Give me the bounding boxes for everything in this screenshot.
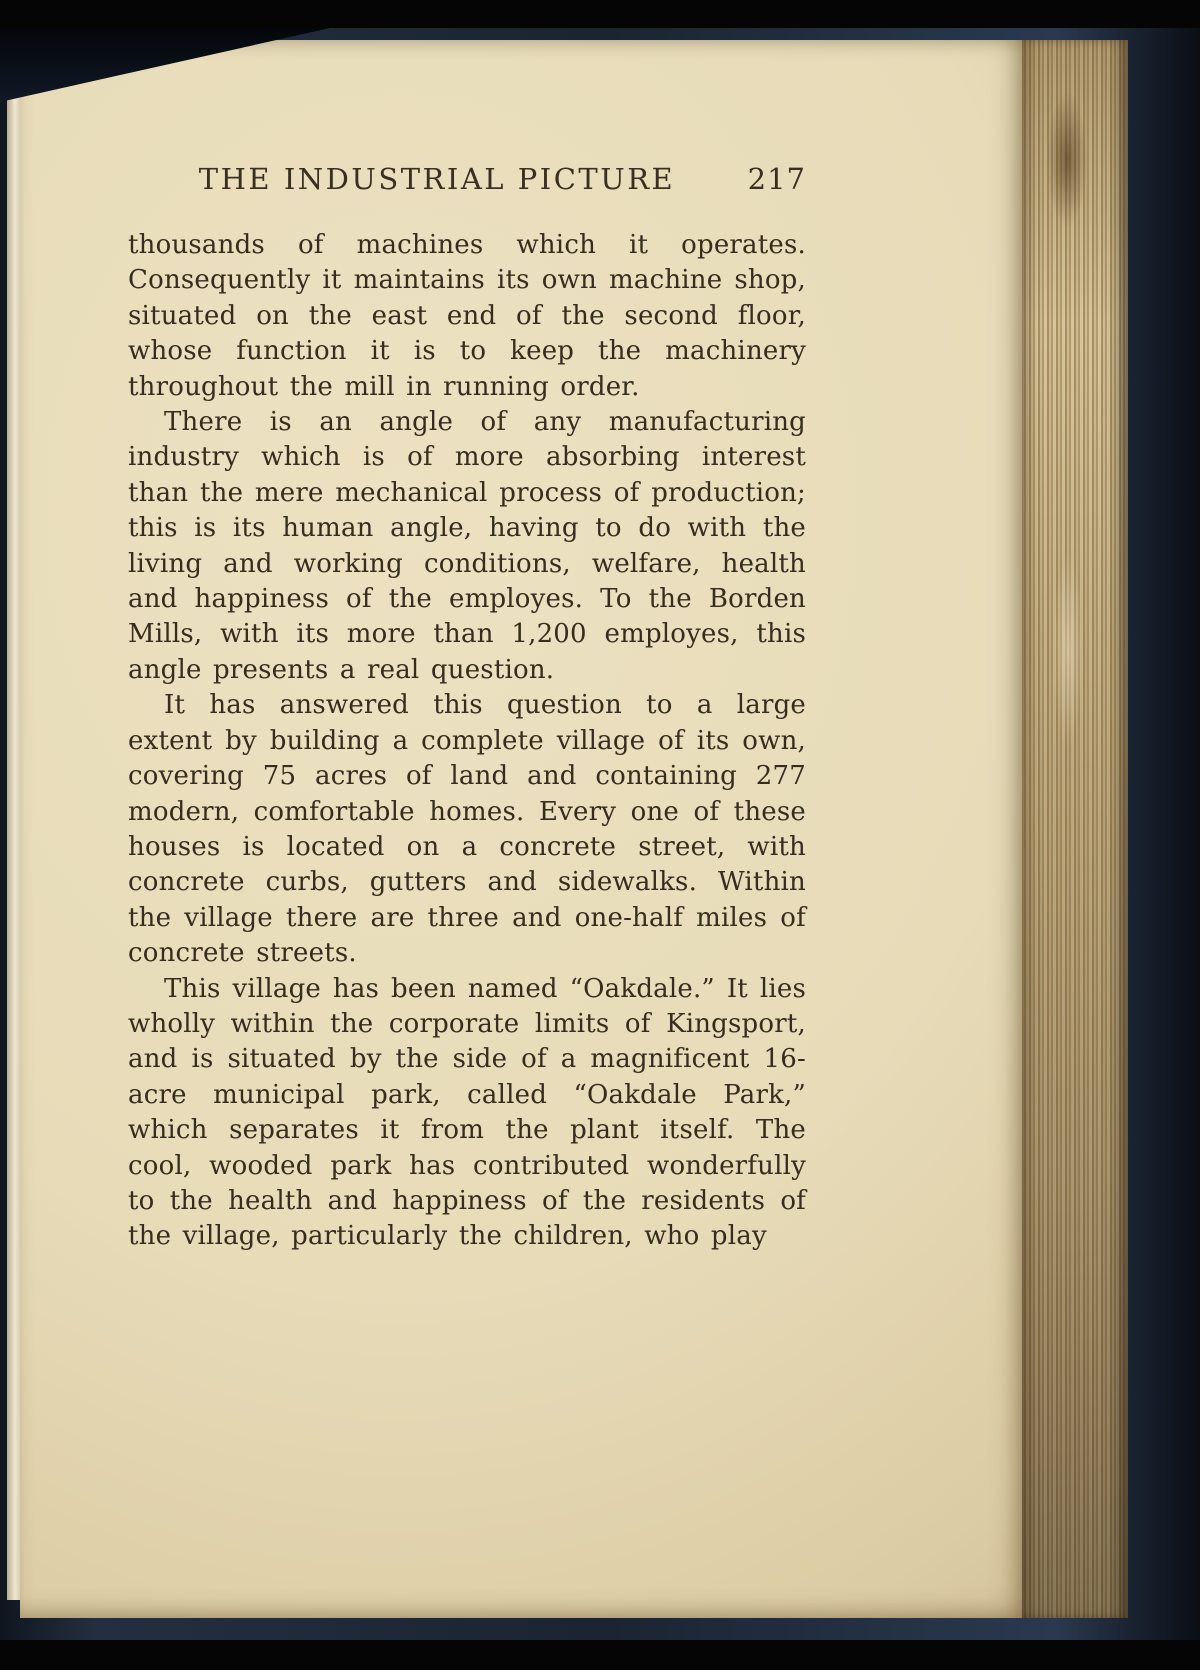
running-title: THE INDUSTRIAL PICTURE — [198, 162, 676, 196]
printed-text-block — [128, 162, 806, 1255]
page-header — [128, 162, 806, 196]
body-paragraph: It has answered this question to a large extent by building a complete village of its own, covering 75 acres of land and containing 277 modern, comfortable homes. Every one of these houses is located on a concrete street, with concrete curbs, gutters and sidewalks. Within the village there are three and one-half miles of concrete streets. — [128, 690, 806, 969]
page-edges-texture — [1048, 520, 1088, 780]
page-edges-texture — [1040, 70, 1094, 250]
page-edges-stack — [1022, 40, 1128, 1618]
body-paragraph: This village has been named “Oakdale.” It lies wholly within the corporate limits of Kingsport, and is situated by the side of a magnificent 16-acre municipal park, called “Oakdale Park,” which separates it from the plant itself. The cool, wooded park has contributed wonderfully to the health and happiness of the residents of the village, particularly the children, who play — [128, 973, 806, 1252]
photo-border-bottom — [0, 1640, 1200, 1670]
body-paragraph: thousands of machines which it operates. Consequently it maintains its own machine shop, situated on the east end of the second floor, whose function it is to keep the machinery throughout the mill in running order. — [128, 230, 806, 402]
book-page — [20, 40, 1022, 1618]
page-number: 217 — [747, 162, 806, 196]
body-text — [128, 228, 806, 1255]
body-paragraph: There is an angle of any manufacturing industry which is of more absorbing interest than the mere mechanical process of production; this is its human angle, having to do with the living and working conditions, welfare, health and happiness of the employes. To the Borden Mills, with its more than 1,200 employes, this angle presents a real question. — [128, 407, 806, 685]
photo-border-top — [0, 0, 1200, 28]
left-page-edge — [7, 54, 20, 1600]
